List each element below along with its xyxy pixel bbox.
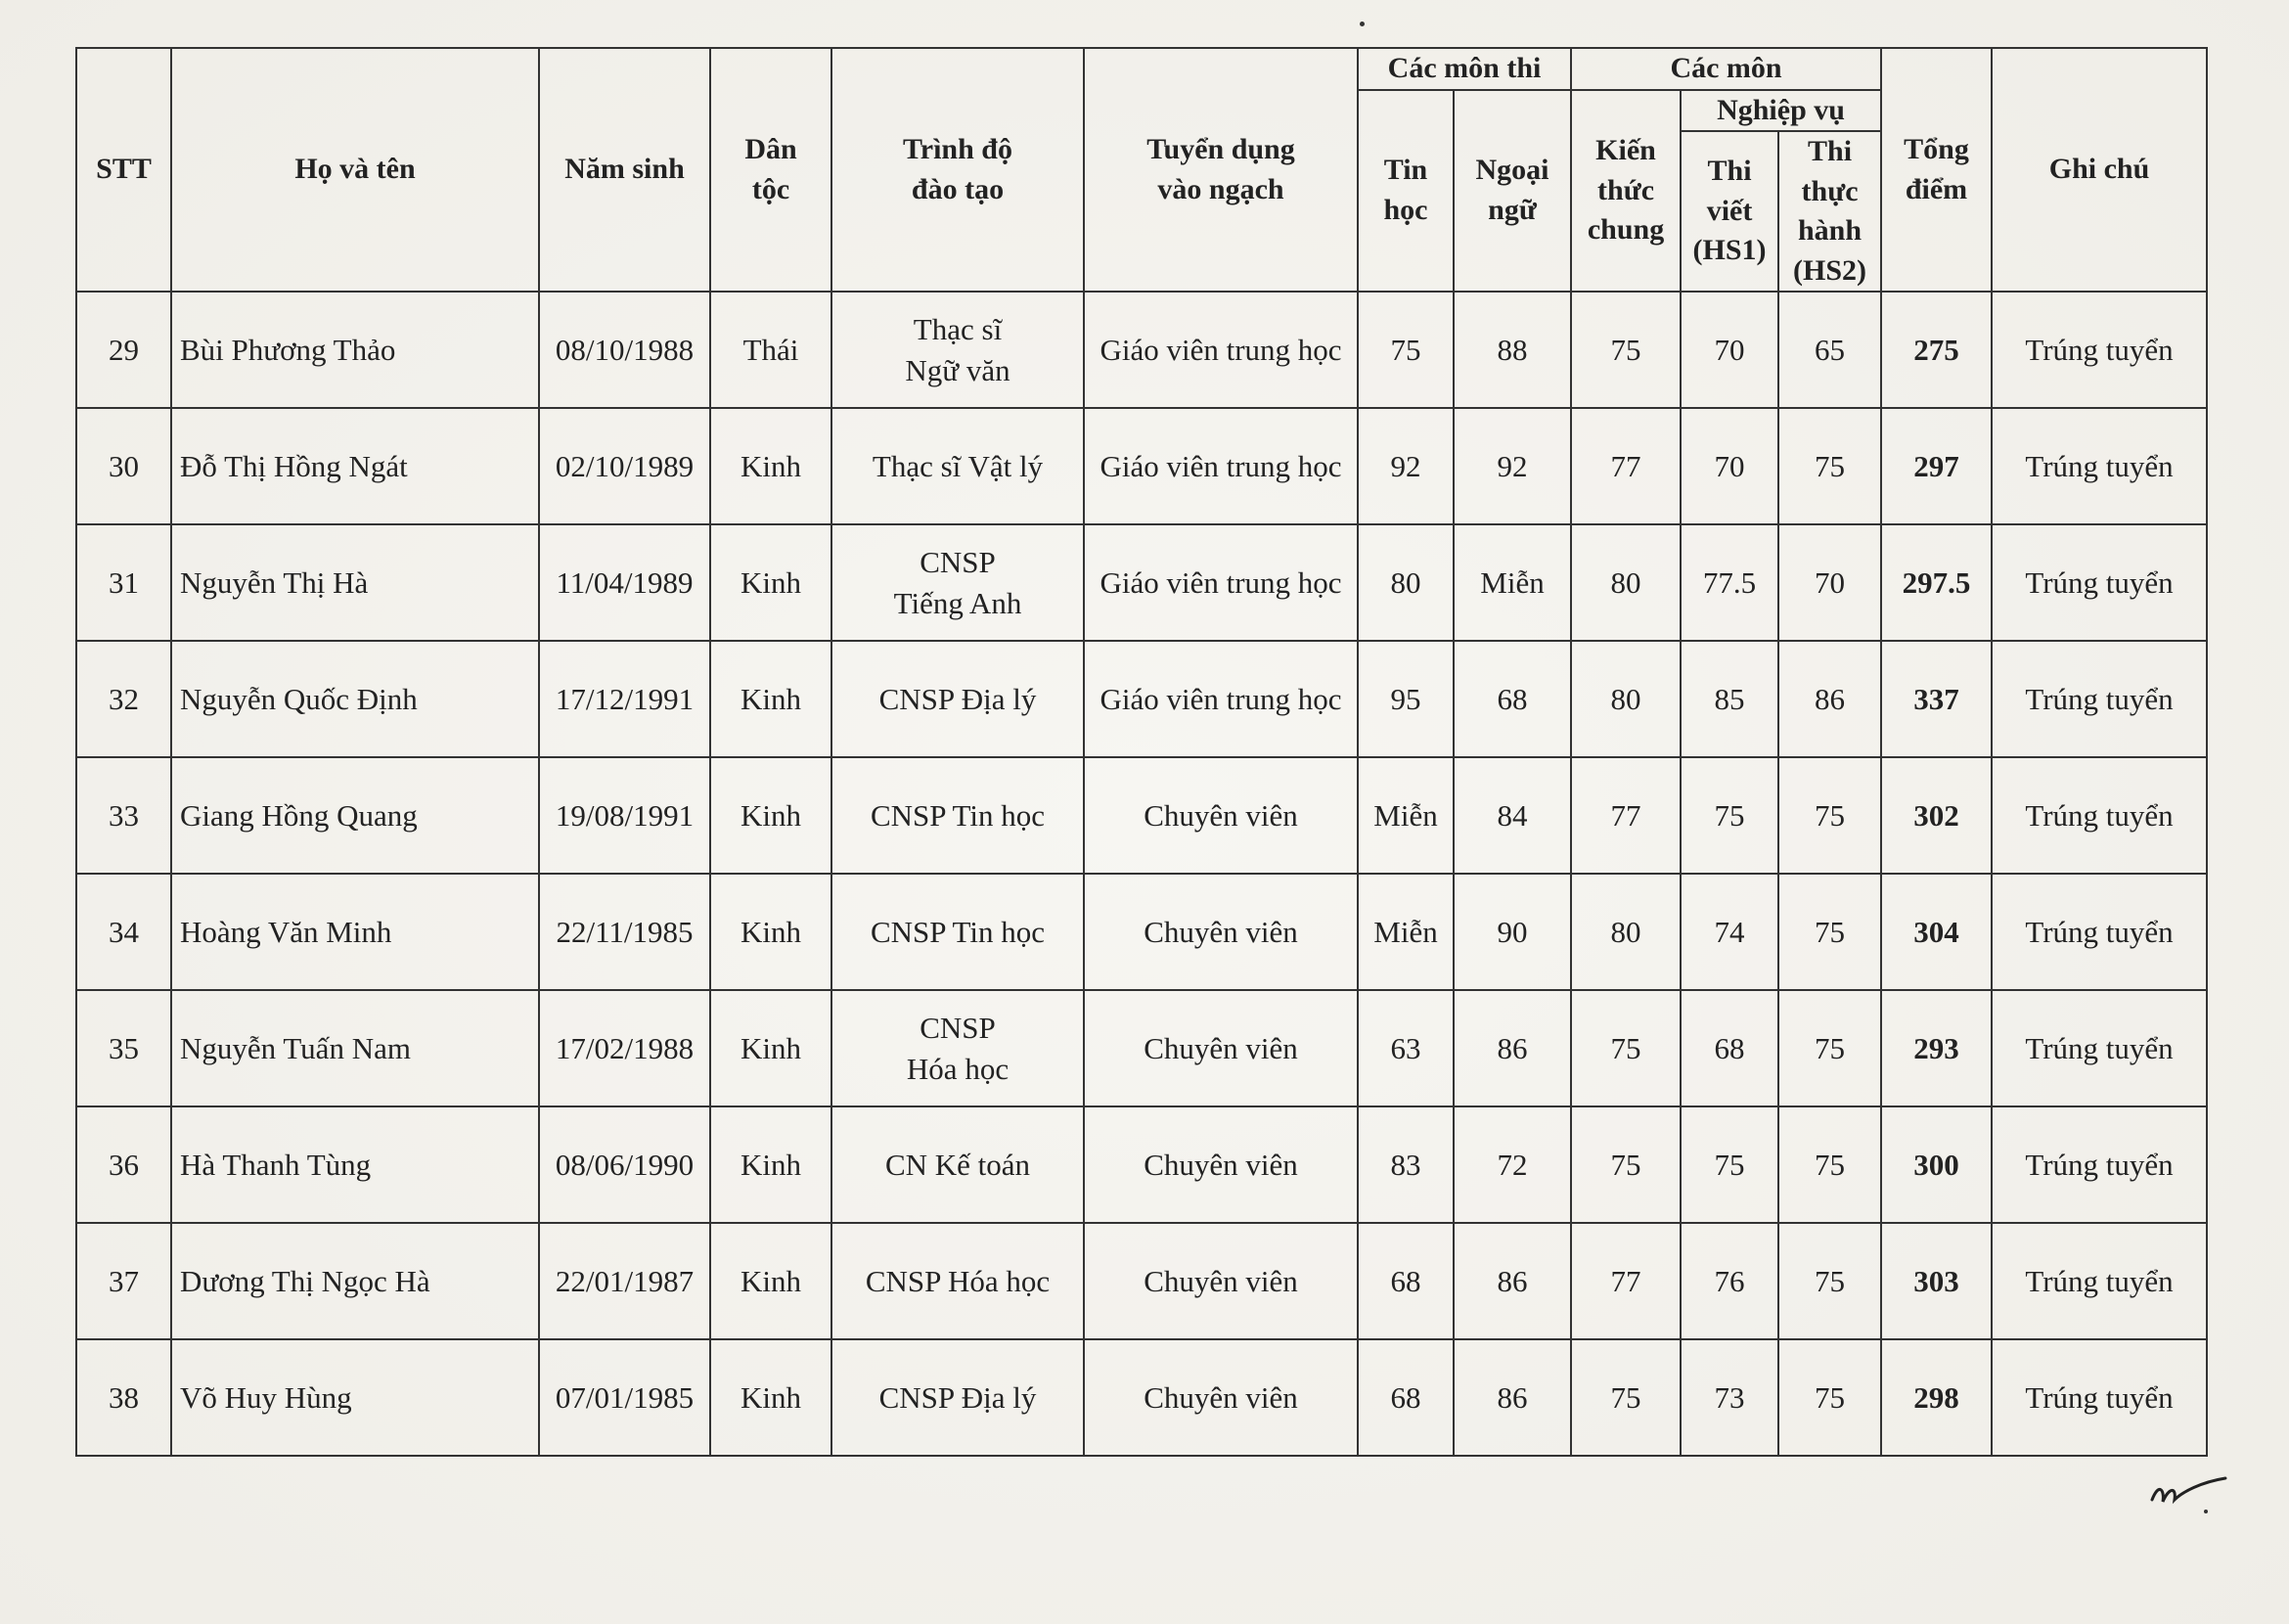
- cell-note: Trúng tuyển: [1992, 1339, 2207, 1456]
- cell-note: Trúng tuyển: [1992, 874, 2207, 990]
- cell-stt: 35: [76, 990, 171, 1106]
- cell-language-score: 68: [1454, 641, 1571, 757]
- cell-dob: 08/10/1988: [539, 292, 710, 408]
- cell-dob: 11/04/1989: [539, 524, 710, 641]
- cell-position: Chuyên viên: [1084, 1223, 1358, 1339]
- cell-it-score: 63: [1358, 990, 1454, 1106]
- cell-practical-score: 75: [1778, 874, 1881, 990]
- header-general-knowledge: Kiến thức chung: [1571, 90, 1681, 293]
- cell-ethnic: Kinh: [710, 757, 831, 874]
- cell-note: Trúng tuyển: [1992, 1106, 2207, 1223]
- cell-ethnic: Kinh: [710, 1339, 831, 1456]
- cell-ethnic: Kinh: [710, 1106, 831, 1223]
- cell-note: Trúng tuyển: [1992, 1223, 2207, 1339]
- cell-ethnic: Thái: [710, 292, 831, 408]
- table-row: [76, 874, 2207, 990]
- cell-general-score: 77: [1571, 757, 1681, 874]
- cell-total: 304: [1881, 874, 1992, 990]
- cell-total: 300: [1881, 1106, 1992, 1223]
- cell-stt: 32: [76, 641, 171, 757]
- cell-written-score: 74: [1681, 874, 1778, 990]
- results-table: [75, 47, 2208, 1457]
- header-it: Tin học: [1358, 90, 1454, 293]
- cell-written-score: 70: [1681, 408, 1778, 524]
- table-row: [76, 641, 2207, 757]
- header-subjects: Các môn: [1571, 48, 1881, 90]
- cell-name: Hà Thanh Tùng: [171, 1106, 539, 1223]
- cell-degree: CN Kế toán: [831, 1106, 1084, 1223]
- cell-total: 275: [1881, 292, 1992, 408]
- table-row: [76, 990, 2207, 1106]
- cell-name: Dương Thị Ngọc Hà: [171, 1223, 539, 1339]
- cell-degree: CNSP Địa lý: [831, 1339, 1084, 1456]
- cell-position: Chuyên viên: [1084, 990, 1358, 1106]
- cell-stt: 33: [76, 757, 171, 874]
- cell-general-score: 75: [1571, 1339, 1681, 1456]
- cell-name: Nguyễn Thị Hà: [171, 524, 539, 641]
- cell-general-score: 77: [1571, 408, 1681, 524]
- cell-written-score: 76: [1681, 1223, 1778, 1339]
- table-row: [76, 757, 2207, 874]
- cell-position: Chuyên viên: [1084, 874, 1358, 990]
- cell-general-score: 75: [1571, 292, 1681, 408]
- cell-total: 337: [1881, 641, 1992, 757]
- cell-total: 302: [1881, 757, 1992, 874]
- cell-general-score: 77: [1571, 1223, 1681, 1339]
- cell-note: Trúng tuyển: [1992, 757, 2207, 874]
- cell-ethnic: Kinh: [710, 1223, 831, 1339]
- cell-position: Giáo viên trung học: [1084, 292, 1358, 408]
- cell-general-score: 75: [1571, 990, 1681, 1106]
- cell-degree: CNSP Tin học: [831, 874, 1084, 990]
- cell-language-score: 72: [1454, 1106, 1571, 1223]
- cell-ethnic: Kinh: [710, 874, 831, 990]
- ink-dot: [1360, 22, 1365, 26]
- header-name: Họ và tên: [171, 48, 539, 292]
- cell-total: 303: [1881, 1223, 1992, 1339]
- cell-note: Trúng tuyển: [1992, 641, 2207, 757]
- cell-written-score: 73: [1681, 1339, 1778, 1456]
- cell-note: Trúng tuyển: [1992, 408, 2207, 524]
- cell-stt: 37: [76, 1223, 171, 1339]
- cell-it-score: 80: [1358, 524, 1454, 641]
- cell-dob: 19/08/1991: [539, 757, 710, 874]
- table-row: [76, 408, 2207, 524]
- cell-dob: 17/02/1988: [539, 990, 710, 1106]
- cell-written-score: 70: [1681, 292, 1778, 408]
- cell-practical-score: 75: [1778, 757, 1881, 874]
- cell-name: Đỗ Thị Hồng Ngát: [171, 408, 539, 524]
- cell-stt: 31: [76, 524, 171, 641]
- cell-practical-score: 75: [1778, 408, 1881, 524]
- cell-language-score: 86: [1454, 1223, 1571, 1339]
- cell-ethnic: Kinh: [710, 524, 831, 641]
- cell-position: Giáo viên trung học: [1084, 408, 1358, 524]
- table-row: [76, 524, 2207, 641]
- cell-written-score: 75: [1681, 757, 1778, 874]
- header-dob: Năm sinh: [539, 48, 710, 292]
- signature-mark: [2147, 1461, 2235, 1519]
- cell-dob: 08/06/1990: [539, 1106, 710, 1223]
- cell-dob: 17/12/1991: [539, 641, 710, 757]
- cell-language-score: 92: [1454, 408, 1571, 524]
- cell-stt: 38: [76, 1339, 171, 1456]
- header-foreign-language: Ngoại ngữ: [1454, 90, 1571, 293]
- cell-degree: Thạc sĩ Ngữ văn: [831, 292, 1084, 408]
- cell-note: Trúng tuyển: [1992, 524, 2207, 641]
- header-profession: Nghiệp vụ: [1681, 90, 1881, 132]
- cell-practical-score: 75: [1778, 1223, 1881, 1339]
- cell-practical-score: 70: [1778, 524, 1881, 641]
- cell-practical-score: 65: [1778, 292, 1881, 408]
- cell-note: Trúng tuyển: [1992, 292, 2207, 408]
- header-stt: STT: [76, 48, 171, 292]
- cell-practical-score: 75: [1778, 1339, 1881, 1456]
- table-row: [76, 1339, 2207, 1456]
- cell-ethnic: Kinh: [710, 408, 831, 524]
- cell-it-score: 92: [1358, 408, 1454, 524]
- cell-name: Nguyễn Tuấn Nam: [171, 990, 539, 1106]
- cell-total: 293: [1881, 990, 1992, 1106]
- cell-name: Bùi Phương Thảo: [171, 292, 539, 408]
- cell-degree: CNSP Hóa học: [831, 990, 1084, 1106]
- cell-dob: 07/01/1985: [539, 1339, 710, 1456]
- cell-position: Chuyên viên: [1084, 1339, 1358, 1456]
- cell-name: Hoàng Văn Minh: [171, 874, 539, 990]
- cell-name: Võ Huy Hùng: [171, 1339, 539, 1456]
- cell-stt: 36: [76, 1106, 171, 1223]
- table-row: [76, 1106, 2207, 1223]
- cell-dob: 22/01/1987: [539, 1223, 710, 1339]
- cell-dob: 22/11/1985: [539, 874, 710, 990]
- cell-general-score: 80: [1571, 874, 1681, 990]
- cell-total: 298: [1881, 1339, 1992, 1456]
- cell-ethnic: Kinh: [710, 641, 831, 757]
- cell-language-score: 86: [1454, 990, 1571, 1106]
- cell-position: Chuyên viên: [1084, 1106, 1358, 1223]
- cell-general-score: 80: [1571, 524, 1681, 641]
- table-body: [76, 292, 2207, 1456]
- cell-dob: 02/10/1989: [539, 408, 710, 524]
- cell-degree: CNSP Tiếng Anh: [831, 524, 1084, 641]
- cell-language-score: Miễn: [1454, 524, 1571, 641]
- table-row: [76, 292, 2207, 408]
- cell-it-score: 75: [1358, 292, 1454, 408]
- cell-it-score: 68: [1358, 1223, 1454, 1339]
- cell-degree: Thạc sĩ Vật lý: [831, 408, 1084, 524]
- cell-name: Nguyễn Quốc Định: [171, 641, 539, 757]
- cell-position: Giáo viên trung học: [1084, 524, 1358, 641]
- header-position: Tuyển dụng vào ngạch: [1084, 48, 1358, 292]
- cell-ethnic: Kinh: [710, 990, 831, 1106]
- cell-written-score: 85: [1681, 641, 1778, 757]
- header-ethnic: Dân tộc: [710, 48, 831, 292]
- cell-language-score: 88: [1454, 292, 1571, 408]
- cell-practical-score: 75: [1778, 990, 1881, 1106]
- cell-it-score: 68: [1358, 1339, 1454, 1456]
- cell-written-score: 77.5: [1681, 524, 1778, 641]
- cell-it-score: 83: [1358, 1106, 1454, 1223]
- cell-stt: 34: [76, 874, 171, 990]
- header-degree: Trình độ đào tạo: [831, 48, 1084, 292]
- cell-total: 297.5: [1881, 524, 1992, 641]
- table-row: [76, 1223, 2207, 1339]
- cell-note: Trúng tuyển: [1992, 990, 2207, 1106]
- cell-degree: CNSP Hóa học: [831, 1223, 1084, 1339]
- cell-written-score: 75: [1681, 1106, 1778, 1223]
- cell-it-score: Miễn: [1358, 757, 1454, 874]
- header-exam-subjects: Các môn thi: [1358, 48, 1571, 90]
- cell-language-score: 90: [1454, 874, 1571, 990]
- cell-general-score: 80: [1571, 641, 1681, 757]
- cell-practical-score: 75: [1778, 1106, 1881, 1223]
- cell-language-score: 86: [1454, 1339, 1571, 1456]
- header-written: Thi viết (HS1): [1681, 131, 1778, 292]
- cell-name: Giang Hồng Quang: [171, 757, 539, 874]
- cell-written-score: 68: [1681, 990, 1778, 1106]
- cell-degree: CNSP Địa lý: [831, 641, 1084, 757]
- cell-position: Giáo viên trung học: [1084, 641, 1358, 757]
- cell-it-score: Miễn: [1358, 874, 1454, 990]
- cell-stt: 30: [76, 408, 171, 524]
- header-note: Ghi chú: [1992, 48, 2207, 292]
- table-header: [76, 48, 2207, 292]
- cell-stt: 29: [76, 292, 171, 408]
- cell-degree: CNSP Tin học: [831, 757, 1084, 874]
- cell-general-score: 75: [1571, 1106, 1681, 1223]
- cell-position: Chuyên viên: [1084, 757, 1358, 874]
- cell-language-score: 84: [1454, 757, 1571, 874]
- cell-total: 297: [1881, 408, 1992, 524]
- cell-practical-score: 86: [1778, 641, 1881, 757]
- header-practical: Thi thực hành (HS2): [1778, 131, 1881, 292]
- header-total: Tổng điểm: [1881, 48, 1992, 292]
- cell-it-score: 95: [1358, 641, 1454, 757]
